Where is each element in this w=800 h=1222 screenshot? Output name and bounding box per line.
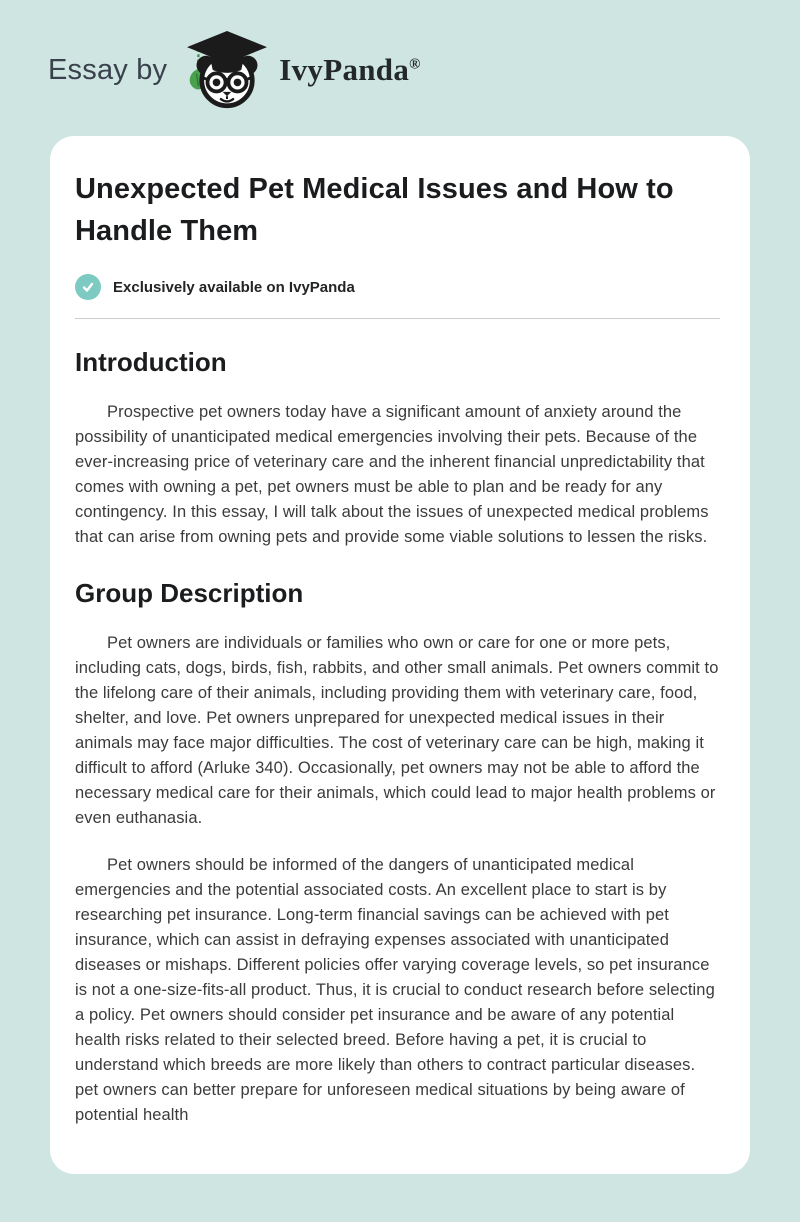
page-title: Unexpected Pet Medical Issues and How to Handle Them [75,173,674,248]
section-introduction [75,347,720,550]
brand-name[interactable]: IvyPanda® [279,52,421,87]
badge-label: Exclusively available on IvyPanda [113,278,355,296]
check-icon [75,274,101,300]
registered-mark: ® [409,56,421,73]
site-header [0,0,800,110]
section-heading-group-description: Group Description [75,578,304,609]
paragraph: Pet owners should be informed of the dangers of unanticipated medical emergencies and the potential associated costs. An excellent place to start is by researching pet insurance. Long-term financial savings can be achieved with pet insurance, which can assist in defraying expenses associated with unanticipated diseases or mishaps. Different policies offer varying coverage levels, so pet insurance is not a one-size-fits-all product. Thus, it is crucial to conduct research before selecting a policy. Pet owners should consider pet insurance and be aware of any potential health risks related to their selected breed. Before having a pet, it is crucial to understand which breeds are more likely than others to contract particular diseases. pet owners can better prepare for unforeseen medical situations by being aware of potential health [75,856,715,1125]
ivypanda-panda-logo-icon[interactable] [185,30,269,110]
exclusive-badge [75,274,720,300]
paragraph: Prospective pet owners today have a significant amount of anxiety around the possibility of unanticipated medical emergencies involving their pets. Because of the ever-increasing price of veterinary care and the inherent financial unpredictability that comes with owning a pet, pet owners must be able to plan and be ready for any contingency. In this essay, I will talk about the issues of unexpected medical problems that can arise from owning pets and provide some viable solutions to lessen the risks. [75,403,709,547]
essay-by-label: Essay by [48,53,168,86]
divider [75,318,720,319]
essay-card [50,136,750,1174]
section-heading-introduction: Introduction [75,347,227,378]
paragraph: Pet owners are individuals or families who own or care for one or more pets, including cats, dogs, birds, fish, rabbits, and other small animals. Pet owners commit to the lifelong care of their animals, including providing them with veterinary care, food, shelter, and love. Pet owners unprepared for unexpected medical issues in their animals may face major difficulties. The cost of veterinary care can be high, making it difficult to afford (Arluke 340). Occasionally, pet owners may not be able to afford the necessary medical care for their animals, which could lead to major health problems or even euthanasia. [75,634,719,828]
section-group-description [75,578,720,1128]
